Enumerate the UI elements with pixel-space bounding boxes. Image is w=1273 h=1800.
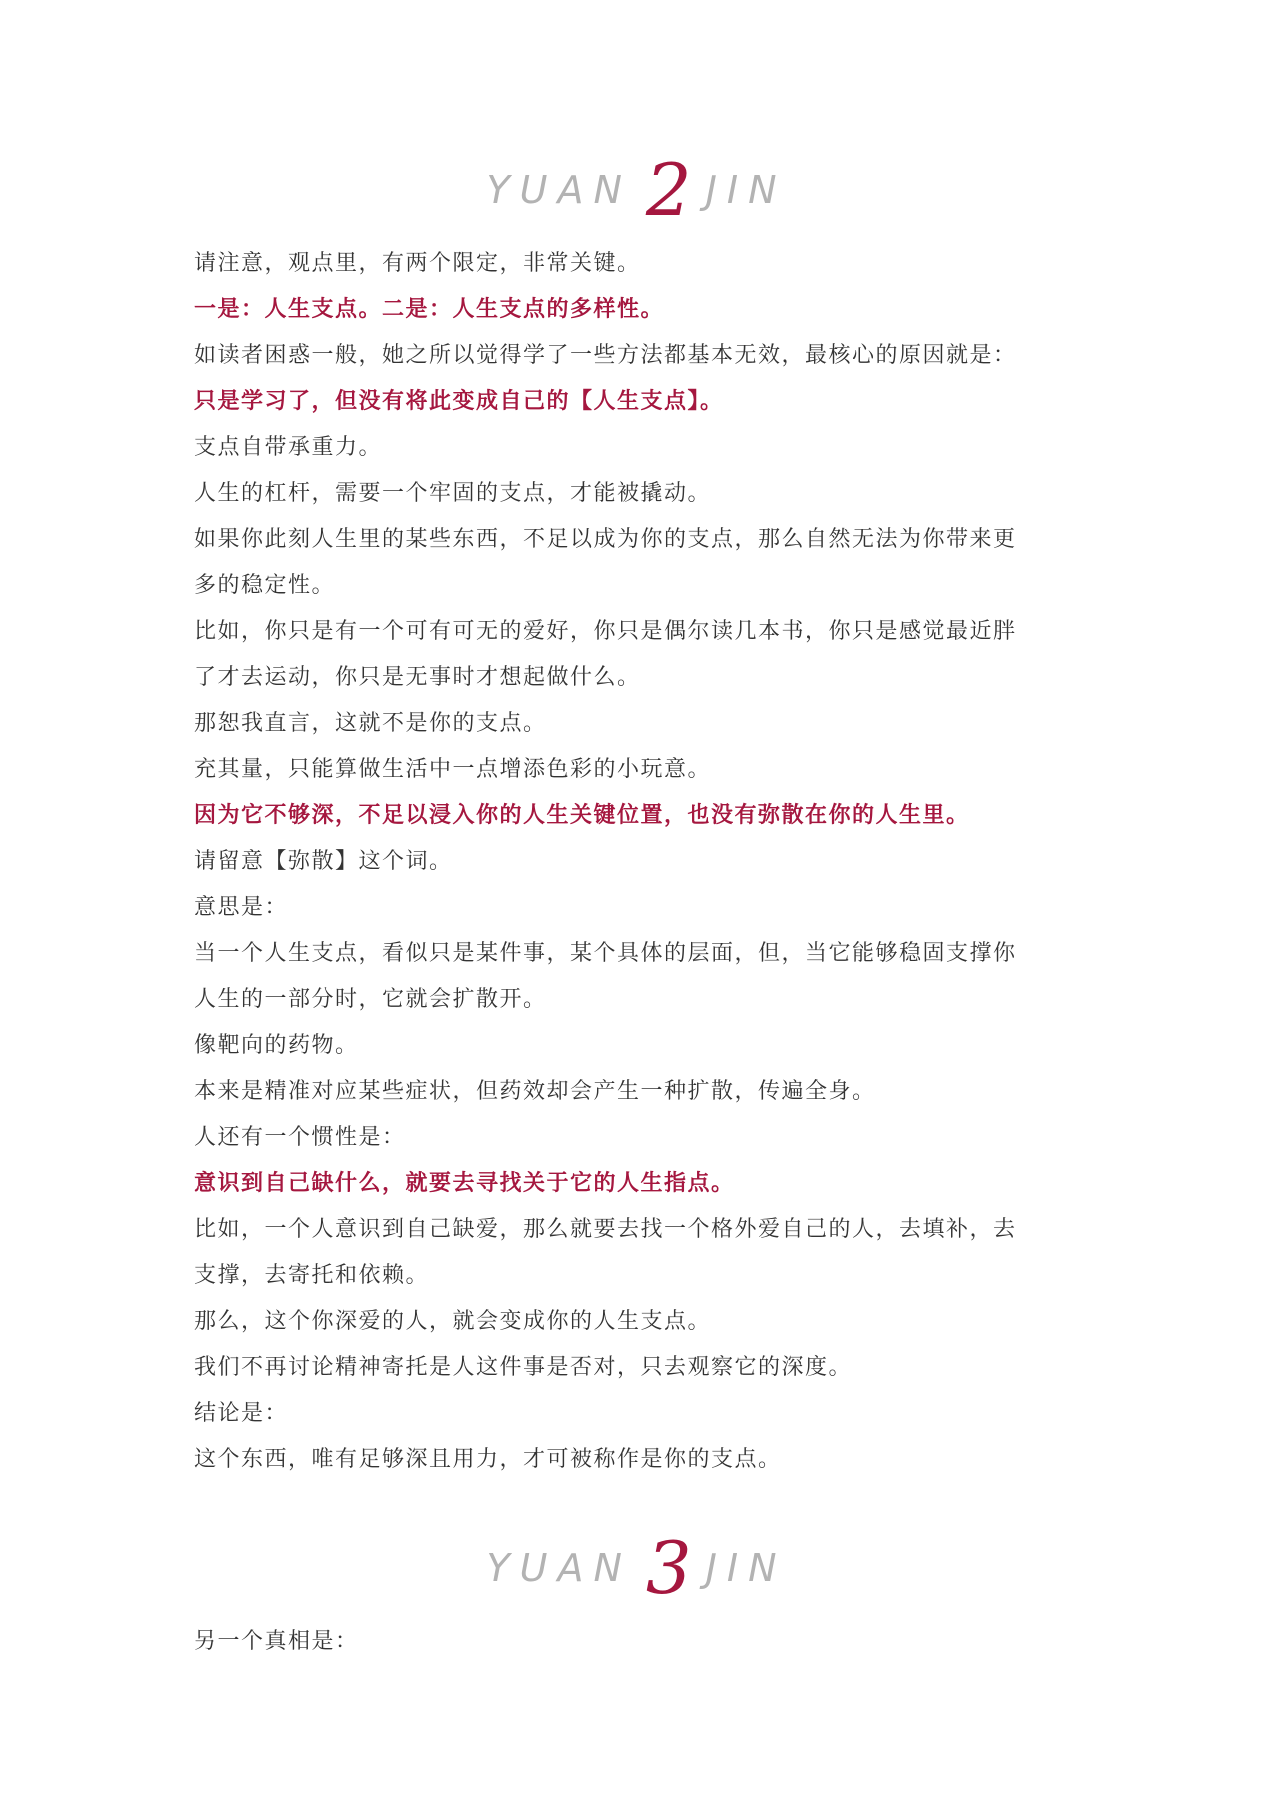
section-number: 3 xyxy=(645,1526,692,1610)
section-header-2 xyxy=(0,150,1273,230)
highlighted-paragraph: 意识到自己缺什么，就要去寻找关于它的人生指点。 xyxy=(194,1171,735,1196)
highlighted-paragraph: 一是：人生支点。二是：人生支点的多样性。 xyxy=(194,297,665,322)
paragraph: 这个东西，唯有足够深且用力，才可被称作是你的支点。 xyxy=(194,1447,782,1472)
paragraph: 多的稳定性。 xyxy=(194,573,336,598)
brand-text-left: YUAN xyxy=(486,1546,632,1590)
paragraph: 那恕我直言，这就不是你的支点。 xyxy=(194,711,547,736)
paragraph: 我们不再讨论精神寄托是人这件事是否对，只去观察它的深度。 xyxy=(194,1355,853,1380)
brand-text-right: JIN xyxy=(705,168,787,212)
paragraph: 支撑，去寄托和依赖。 xyxy=(194,1263,430,1288)
brand-text-left: YUAN xyxy=(486,168,632,212)
highlighted-paragraph: 只是学习了，但没有将此变成自己的【人生支点】。 xyxy=(194,389,724,414)
section-header-3 xyxy=(0,1528,1273,1608)
paragraph: 另一个真相是： xyxy=(194,1629,359,1654)
paragraph: 如果你此刻人生里的某些东西，不足以成为你的支点，那么自然无法为你带来更 xyxy=(194,527,1017,552)
paragraph: 人生的杠杆，需要一个牢固的支点，才能被撬动。 xyxy=(194,481,712,506)
paragraph: 请留意【弥散】这个词。 xyxy=(194,849,453,874)
section-body-2 xyxy=(194,241,1084,1483)
paragraph: 充其量，只能算做生活中一点增添色彩的小玩意。 xyxy=(194,757,712,782)
brand-text-right: JIN xyxy=(705,1546,787,1590)
paragraph: 比如，一个人意识到自己缺爱，那么就要去找一个格外爱自己的人，去填补，去 xyxy=(194,1217,1017,1242)
paragraph: 比如，你只是有一个可有可无的爱好，你只是偶尔读几本书，你只是感觉最近胖 xyxy=(194,619,1017,644)
paragraph: 本来是精准对应某些症状，但药效却会产生一种扩散，传遍全身。 xyxy=(194,1079,876,1104)
paragraph: 意思是： xyxy=(194,895,289,920)
paragraph: 请注意，观点里，有两个限定，非常关键。 xyxy=(194,251,641,276)
section-body-3 xyxy=(194,1619,1084,1665)
paragraph: 支点自带承重力。 xyxy=(194,435,383,460)
paragraph: 如读者困惑一般，她之所以觉得学了一些方法都基本无效，最核心的原因就是： xyxy=(194,343,1017,368)
paragraph: 像靶向的药物。 xyxy=(194,1033,359,1058)
paragraph: 人生的一部分时，它就会扩散开。 xyxy=(194,987,547,1012)
paragraph: 人还有一个惯性是： xyxy=(194,1125,406,1150)
paragraph: 结论是： xyxy=(194,1401,289,1426)
paragraph: 当一个人生支点，看似只是某件事，某个具体的层面，但，当它能够稳固支撑你 xyxy=(194,941,1017,966)
highlighted-paragraph: 因为它不够深，不足以浸入你的人生关键位置，也没有弥散在你的人生里。 xyxy=(194,803,970,828)
section-number: 2 xyxy=(645,148,692,232)
paragraph: 了才去运动，你只是无事时才想起做什么。 xyxy=(194,665,641,690)
paragraph: 那么，这个你深爱的人，就会变成你的人生支点。 xyxy=(194,1309,712,1334)
